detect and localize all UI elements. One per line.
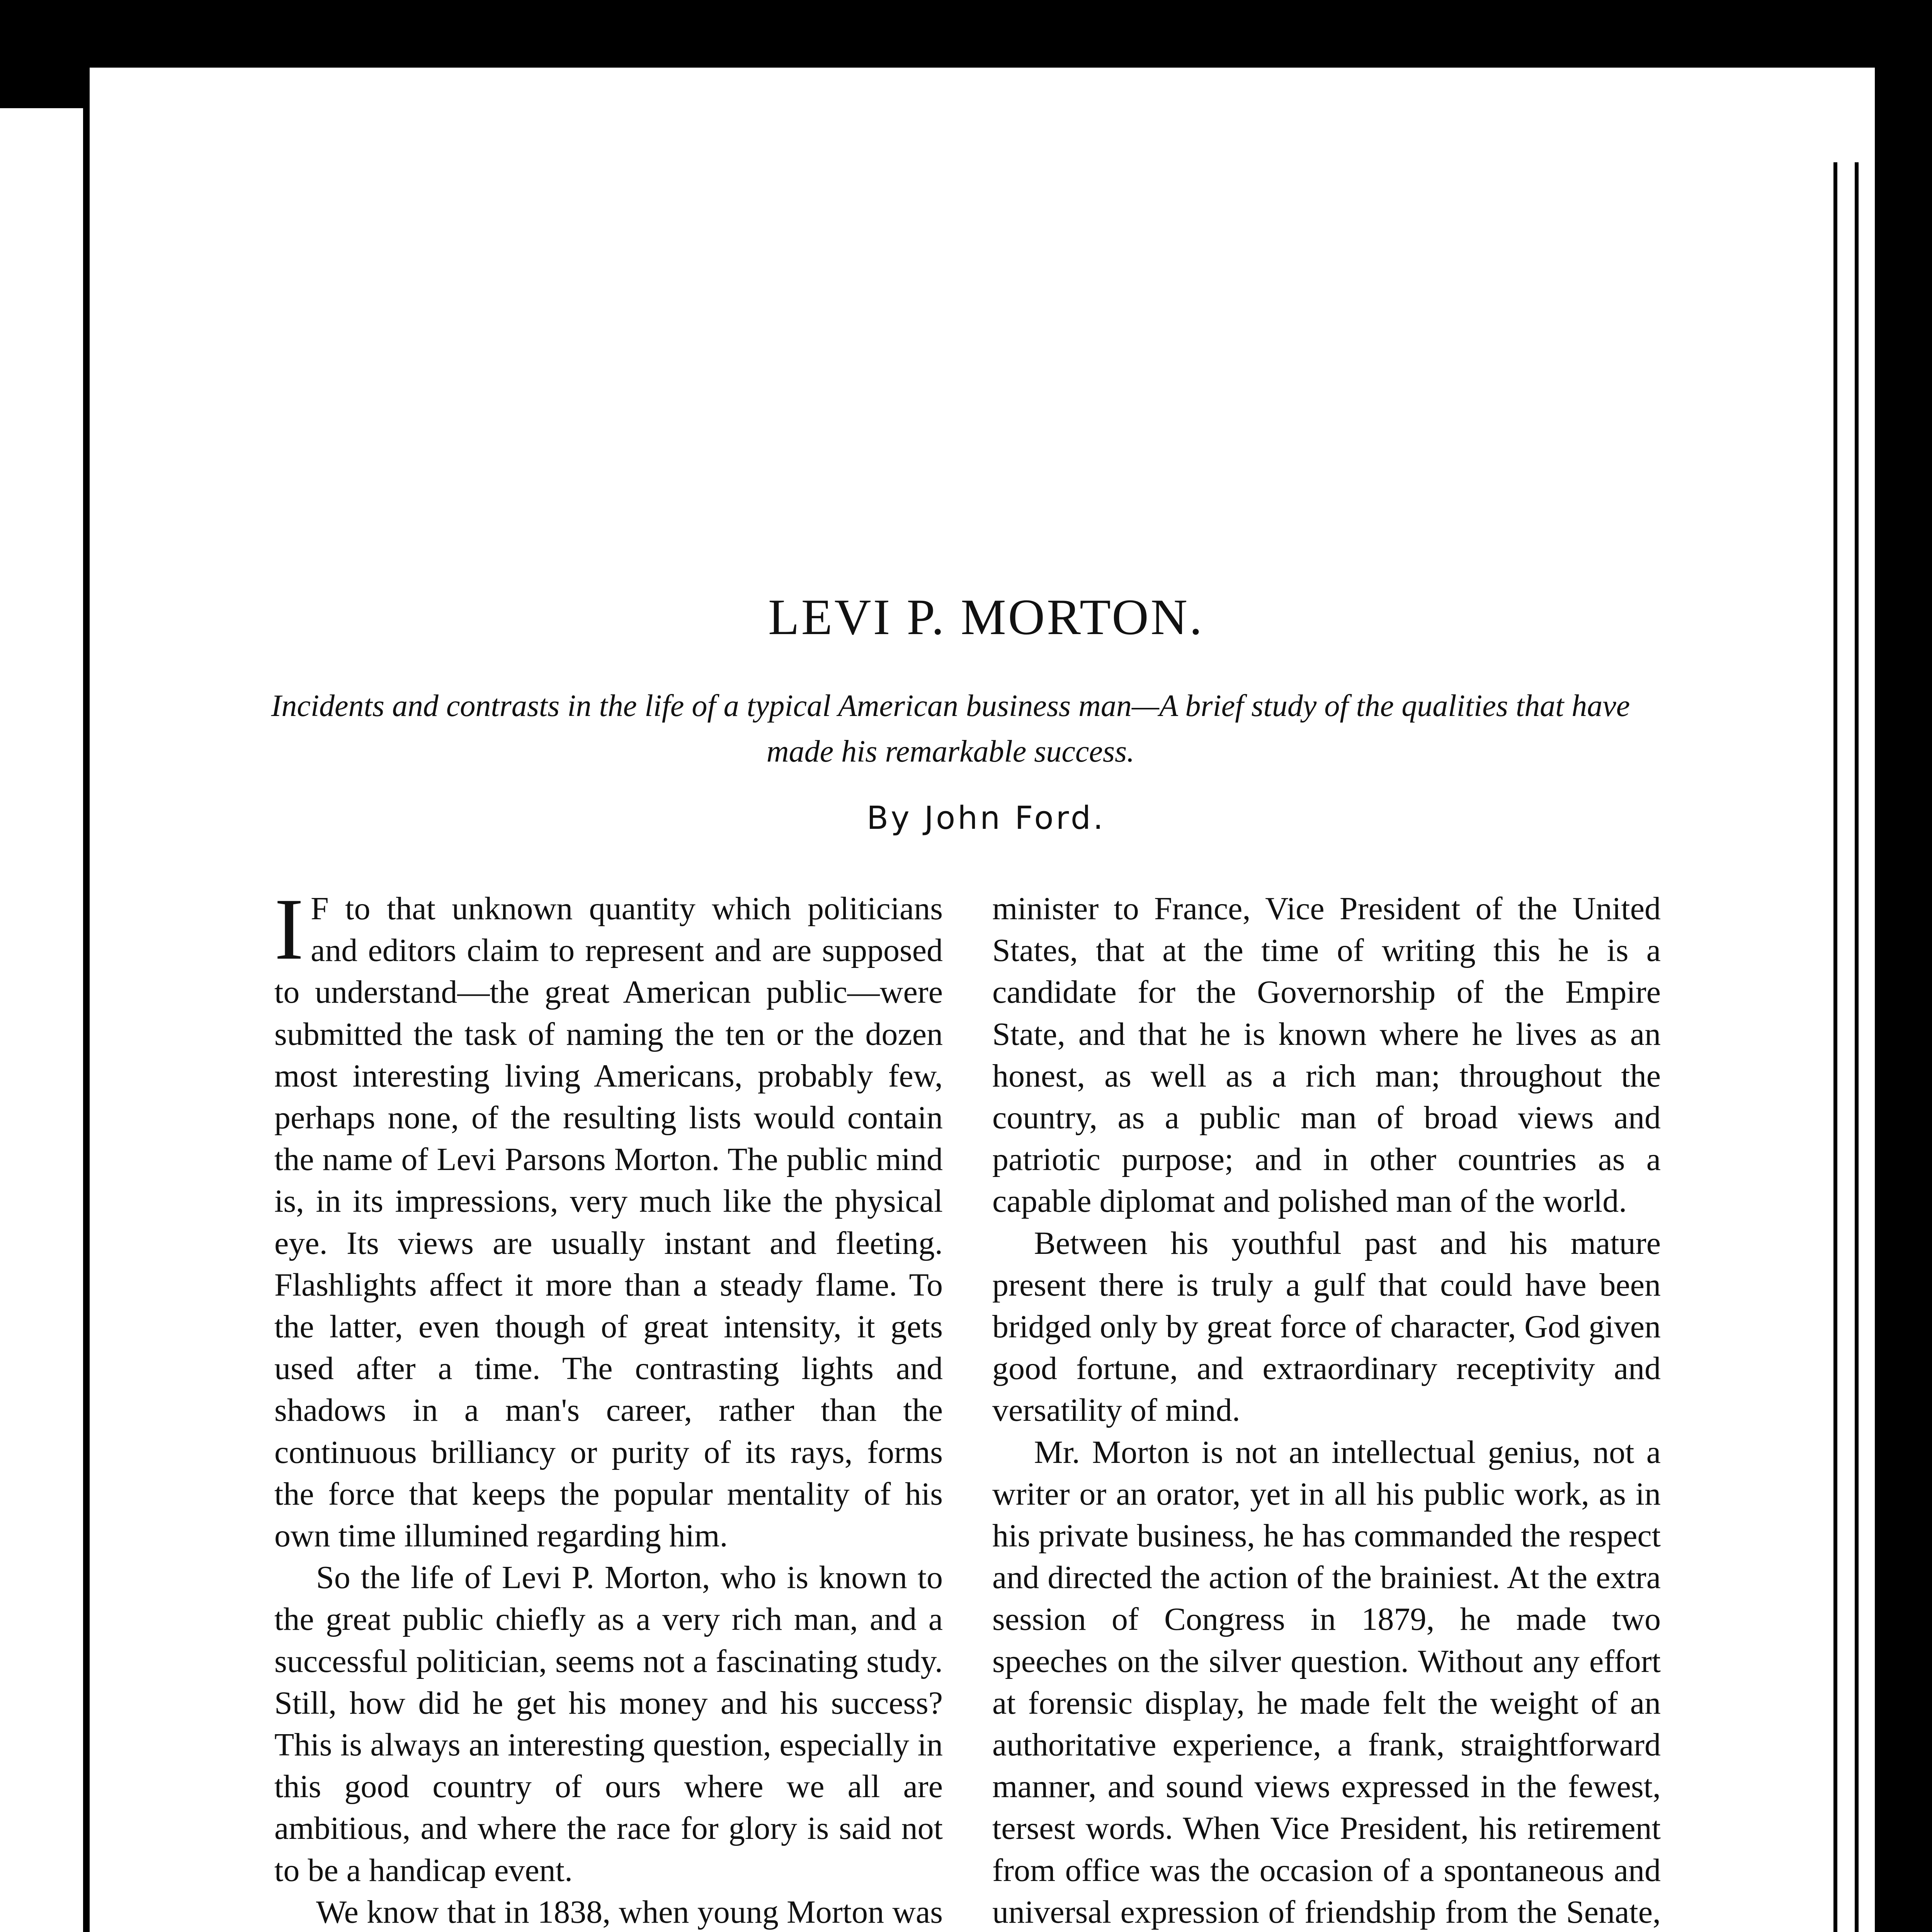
adjacent-page-edge (0, 108, 83, 1932)
paragraph-text: F to that unknown quantity which politicians and editors claim to represent and are supposed to understand—the great American public—were submitted the task of naming the ten or the dozen most interesting living Americans, probably few, perhaps none, of the resulting lists would contain the name of Levi Parsons Morton. The public mind is, in its impressions, very much like the physical eye. Its views are usually instant and fleeting. Flashlights affect it more than a steady flame. To the latter, even though of great intensity, it gets used after a time. The contrasting lights and shadows in a man's career, rather than the continuous brilliancy or purity of its rays, forms the force that keeps the popular mentality of his own time illumined regarding him. (274, 891, 943, 1554)
right-column (992, 888, 1661, 1932)
paragraph: So the life of Levi P. Morton, who is known to the great public chiefly as a very rich man, and a successful politician, seems not a fascinating study. Still, how did he get his money and his success? This is always an interesting question, especially in this good country of ours where we all are ambitious, and where the race for glory is said not to be a handicap event. (274, 1560, 943, 1888)
paragraph: We know that in 1838, when young Morton was (316, 1894, 943, 1930)
paragraph: Mr. Morton is not an intellectual genius, not a writer or an orator, yet in all his public work, as in his private business, he has commanded the respect and directed the action of the brainiest. At the extra session of Congress in 1879, he made two speeches on the silver question. Without any effort at forensic display, he made felt the weight of an authoritative experience, a frank, straightforward manner, and sound views expressed in the fewest, tersest words. When Vice President, his retirement from office was the occasion of a spontaneous and universal expression of friendship from the Senate, (992, 1434, 1661, 1930)
left-column (274, 881, 943, 1932)
page-edge-line (1833, 162, 1837, 1932)
paragraph: minister to France, Vice President of the United States, that at the time of writing this he is a candidate for the Governorship of the Empire State, and that he is known where he lives as an honest, as well as a rich man; throughout the country, as a public man of broad views and patriotic purpose; and in other countries as a capable diplomat and polished man of the world. (992, 891, 1661, 1219)
article-title: LEVI P. MORTON. (768, 588, 1204, 645)
article-byline: By John Ford. (866, 800, 1105, 837)
paragraph: Between his youthful past and his mature present there is truly a gulf that could have been bridged only by great force of character, God given good fortune, and extraordinary receptivity and versatility of mind. (992, 1225, 1661, 1429)
page-edge-line (1855, 162, 1859, 1932)
paragraph (274, 881, 943, 1557)
article-subtitle: Incidents and contrasts in the life of a typical American business man—A brief study of the qualities that have made his remarkable success. (271, 689, 1630, 769)
drop-cap: I (274, 881, 304, 978)
